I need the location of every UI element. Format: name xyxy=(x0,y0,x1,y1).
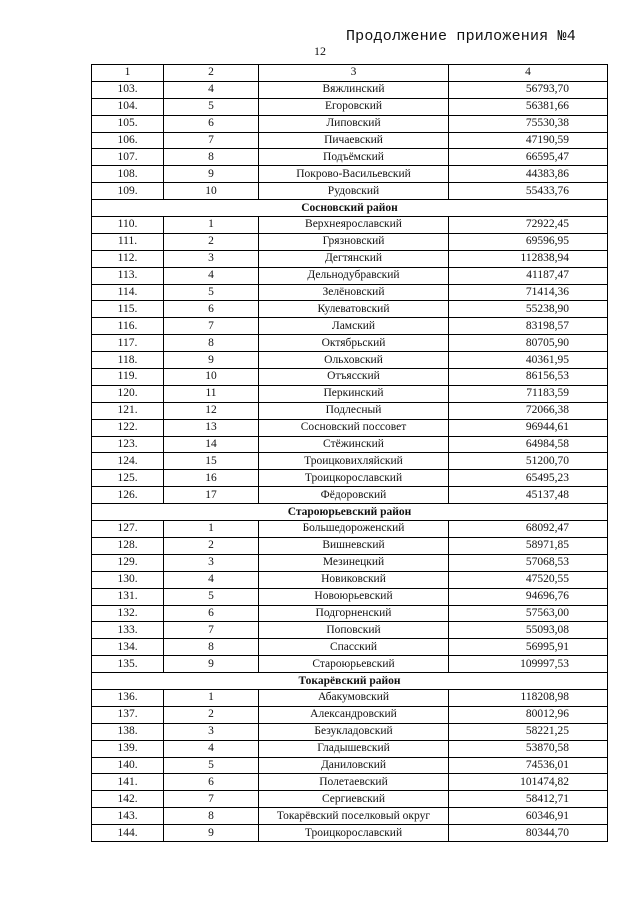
table-row xyxy=(92,554,608,571)
table-row xyxy=(92,217,608,234)
settlement-name: Стёжинский xyxy=(259,436,449,453)
district-section-row xyxy=(92,200,608,217)
amount-value: 72066,38 xyxy=(449,402,608,419)
settlement-name: Мезинецкий xyxy=(259,554,449,571)
amount-value: 66595,47 xyxy=(449,149,608,166)
amount-value: 94696,76 xyxy=(449,588,608,605)
row-number: 109. xyxy=(92,183,164,200)
row-index: 3 xyxy=(164,250,259,267)
row-index: 6 xyxy=(164,774,259,791)
row-index: 4 xyxy=(164,571,259,588)
row-number: 143. xyxy=(92,808,164,825)
settlement-name: Троицковихляйский xyxy=(259,453,449,470)
column-header-1: 1 xyxy=(92,65,164,82)
row-number: 132. xyxy=(92,605,164,622)
row-index: 8 xyxy=(164,808,259,825)
row-index: 11 xyxy=(164,385,259,402)
row-index: 2 xyxy=(164,706,259,723)
amount-value: 58221,25 xyxy=(449,723,608,740)
amount-value: 68092,47 xyxy=(449,521,608,538)
row-index: 8 xyxy=(164,335,259,352)
table-row xyxy=(92,791,608,808)
settlement-name: Даниловский xyxy=(259,757,449,774)
settlement-name: Троицкорославский xyxy=(259,470,449,487)
amount-value: 101474,82 xyxy=(449,774,608,791)
row-number: 126. xyxy=(92,487,164,504)
table-row xyxy=(92,808,608,825)
row-number: 113. xyxy=(92,267,164,284)
row-number: 129. xyxy=(92,554,164,571)
row-number: 137. xyxy=(92,706,164,723)
row-number: 140. xyxy=(92,757,164,774)
settlement-name: Вишневский xyxy=(259,537,449,554)
table-row xyxy=(92,723,608,740)
table-row xyxy=(92,470,608,487)
row-number: 111. xyxy=(92,233,164,250)
table-row xyxy=(92,453,608,470)
amount-value: 47190,59 xyxy=(449,132,608,149)
amount-value: 64984,58 xyxy=(449,436,608,453)
table-row xyxy=(92,537,608,554)
row-number: 116. xyxy=(92,318,164,335)
row-number: 139. xyxy=(92,740,164,757)
settlement-name: Отъясский xyxy=(259,369,449,386)
row-index: 5 xyxy=(164,588,259,605)
row-number: 141. xyxy=(92,774,164,791)
row-index: 4 xyxy=(164,740,259,757)
table-row xyxy=(92,622,608,639)
table-row xyxy=(92,267,608,284)
row-number: 135. xyxy=(92,656,164,673)
settlement-name: Дельнодубравский xyxy=(259,267,449,284)
amount-value: 57563,00 xyxy=(449,605,608,622)
district-section-row xyxy=(92,504,608,521)
table-row xyxy=(92,706,608,723)
amount-value: 56381,66 xyxy=(449,98,608,115)
amount-value: 118208,98 xyxy=(449,689,608,706)
amount-value: 55238,90 xyxy=(449,301,608,318)
row-index: 16 xyxy=(164,470,259,487)
settlement-name: Зелёновский xyxy=(259,284,449,301)
table-row xyxy=(92,250,608,267)
row-index: 9 xyxy=(164,825,259,842)
row-number: 115. xyxy=(92,301,164,318)
row-number: 119. xyxy=(92,369,164,386)
settlement-name: Сосновский поссовет xyxy=(259,419,449,436)
table-row xyxy=(92,81,608,98)
amount-value: 40361,95 xyxy=(449,352,608,369)
table-row xyxy=(92,98,608,115)
table-row xyxy=(92,166,608,183)
settlement-name: Перкинский xyxy=(259,385,449,402)
row-index: 7 xyxy=(164,622,259,639)
row-index: 10 xyxy=(164,183,259,200)
row-number: 127. xyxy=(92,521,164,538)
row-number: 108. xyxy=(92,166,164,183)
table-row xyxy=(92,335,608,352)
table-row xyxy=(92,385,608,402)
amount-value: 109997,53 xyxy=(449,656,608,673)
settlement-name: Абакумовский xyxy=(259,689,449,706)
row-index: 9 xyxy=(164,656,259,673)
settlement-name: Троицкорославский xyxy=(259,825,449,842)
row-index: 7 xyxy=(164,132,259,149)
settlement-name: Подлесный xyxy=(259,402,449,419)
settlement-name: Верхнеярославский xyxy=(259,217,449,234)
settlement-name: Подъёмский xyxy=(259,149,449,166)
settlement-name: Кулеватовский xyxy=(259,301,449,318)
row-number: 106. xyxy=(92,132,164,149)
row-number: 134. xyxy=(92,639,164,656)
row-number: 120. xyxy=(92,385,164,402)
row-index: 9 xyxy=(164,166,259,183)
amount-value: 71414,36 xyxy=(449,284,608,301)
settlement-name: Токарёвский поселковый округ xyxy=(259,808,449,825)
row-number: 123. xyxy=(92,436,164,453)
table-row xyxy=(92,419,608,436)
table-row xyxy=(92,588,608,605)
district-name: Староюрьевский район xyxy=(92,504,608,521)
settlement-name: Вяжлинский xyxy=(259,81,449,98)
row-index: 5 xyxy=(164,757,259,774)
table-row xyxy=(92,825,608,842)
row-index: 7 xyxy=(164,318,259,335)
column-header-4: 4 xyxy=(449,65,608,82)
table-row xyxy=(92,301,608,318)
table-row xyxy=(92,774,608,791)
settlement-name: Безукладовский xyxy=(259,723,449,740)
column-header-3: 3 xyxy=(259,65,449,82)
settlement-name: Ольховский xyxy=(259,352,449,369)
amount-value: 80344,70 xyxy=(449,825,608,842)
row-number: 142. xyxy=(92,791,164,808)
settlement-name: Поповский xyxy=(259,622,449,639)
row-index: 2 xyxy=(164,537,259,554)
amount-value: 55093,08 xyxy=(449,622,608,639)
table-row xyxy=(92,656,608,673)
row-index: 9 xyxy=(164,352,259,369)
amount-value: 57068,53 xyxy=(449,554,608,571)
row-index: 10 xyxy=(164,369,259,386)
column-number-row xyxy=(92,65,608,82)
amount-value: 56995,91 xyxy=(449,639,608,656)
amount-value: 53870,58 xyxy=(449,740,608,757)
row-number: 107. xyxy=(92,149,164,166)
settlement-name: Сергиевский xyxy=(259,791,449,808)
amount-value: 45137,48 xyxy=(449,487,608,504)
row-index: 8 xyxy=(164,639,259,656)
amount-value: 75530,38 xyxy=(449,115,608,132)
amount-value: 71183,59 xyxy=(449,385,608,402)
amount-value: 58971,85 xyxy=(449,537,608,554)
settlement-name: Полетаевский xyxy=(259,774,449,791)
amount-value: 69596,95 xyxy=(449,233,608,250)
row-index: 14 xyxy=(164,436,259,453)
amount-value: 47520,55 xyxy=(449,571,608,588)
settlement-name: Гладышевский xyxy=(259,740,449,757)
row-number: 144. xyxy=(92,825,164,842)
row-index: 17 xyxy=(164,487,259,504)
settlement-name: Покрово-Васильевский xyxy=(259,166,449,183)
district-name: Сосновский район xyxy=(92,200,608,217)
row-index: 7 xyxy=(164,791,259,808)
settlement-name: Староюрьевский xyxy=(259,656,449,673)
page-number: 12 xyxy=(314,44,326,58)
amount-value: 41187,47 xyxy=(449,267,608,284)
row-index: 15 xyxy=(164,453,259,470)
row-index: 2 xyxy=(164,233,259,250)
settlement-name: Спасский xyxy=(259,639,449,656)
amount-value: 74536,01 xyxy=(449,757,608,774)
amount-value: 65495,23 xyxy=(449,470,608,487)
row-number: 105. xyxy=(92,115,164,132)
table-row xyxy=(92,639,608,656)
settlement-name: Егоровский xyxy=(259,98,449,115)
settlement-name: Ламский xyxy=(259,318,449,335)
row-index: 1 xyxy=(164,689,259,706)
district-section-row xyxy=(92,673,608,690)
table-row xyxy=(92,284,608,301)
row-index: 1 xyxy=(164,521,259,538)
row-number: 117. xyxy=(92,335,164,352)
table-row xyxy=(92,132,608,149)
amount-value: 55433,76 xyxy=(449,183,608,200)
settlement-name: Новиковский xyxy=(259,571,449,588)
row-number: 124. xyxy=(92,453,164,470)
row-number: 118. xyxy=(92,352,164,369)
appendix-table xyxy=(91,64,608,842)
settlement-name: Липовский xyxy=(259,115,449,132)
row-index: 8 xyxy=(164,149,259,166)
row-number: 136. xyxy=(92,689,164,706)
settlement-name: Фёдоровский xyxy=(259,487,449,504)
table-row xyxy=(92,605,608,622)
row-number: 130. xyxy=(92,571,164,588)
table-row xyxy=(92,757,608,774)
row-index: 6 xyxy=(164,301,259,318)
row-index: 1 xyxy=(164,217,259,234)
settlement-name: Рудовский xyxy=(259,183,449,200)
table-row xyxy=(92,571,608,588)
row-number: 125. xyxy=(92,470,164,487)
row-index: 4 xyxy=(164,81,259,98)
row-number: 103. xyxy=(92,81,164,98)
row-index: 3 xyxy=(164,723,259,740)
row-index: 5 xyxy=(164,98,259,115)
amount-value: 58412,71 xyxy=(449,791,608,808)
amount-value: 51200,70 xyxy=(449,453,608,470)
row-number: 133. xyxy=(92,622,164,639)
row-number: 138. xyxy=(92,723,164,740)
row-number: 112. xyxy=(92,250,164,267)
amount-value: 96944,61 xyxy=(449,419,608,436)
table-row xyxy=(92,689,608,706)
row-number: 114. xyxy=(92,284,164,301)
row-number: 110. xyxy=(92,217,164,234)
appendix-continuation-title: Продолжение приложения №4 xyxy=(345,28,576,45)
table-body xyxy=(92,81,608,841)
row-number: 121. xyxy=(92,402,164,419)
settlement-name: Грязновский xyxy=(259,233,449,250)
table-row xyxy=(92,233,608,250)
settlement-name: Подгорненский xyxy=(259,605,449,622)
row-index: 6 xyxy=(164,115,259,132)
row-index: 12 xyxy=(164,402,259,419)
settlement-name: Новоюрьевский xyxy=(259,588,449,605)
table-row xyxy=(92,402,608,419)
table-row xyxy=(92,352,608,369)
table-row xyxy=(92,115,608,132)
row-number: 122. xyxy=(92,419,164,436)
row-number: 131. xyxy=(92,588,164,605)
amount-value: 60346,91 xyxy=(449,808,608,825)
table-row xyxy=(92,521,608,538)
row-index: 6 xyxy=(164,605,259,622)
table-row xyxy=(92,369,608,386)
settlement-name: Дегтянский xyxy=(259,250,449,267)
table-row xyxy=(92,318,608,335)
settlement-name: Пичаевский xyxy=(259,132,449,149)
settlement-name: Александровский xyxy=(259,706,449,723)
amount-value: 72922,45 xyxy=(449,217,608,234)
table-row xyxy=(92,183,608,200)
table-row xyxy=(92,436,608,453)
row-index: 5 xyxy=(164,284,259,301)
table-row xyxy=(92,740,608,757)
amount-value: 83198,57 xyxy=(449,318,608,335)
row-index: 13 xyxy=(164,419,259,436)
amount-value: 80012,96 xyxy=(449,706,608,723)
row-number: 128. xyxy=(92,537,164,554)
amount-value: 56793,70 xyxy=(449,81,608,98)
amount-value: 112838,94 xyxy=(449,250,608,267)
amount-value: 80705,90 xyxy=(449,335,608,352)
table-row xyxy=(92,487,608,504)
settlement-name: Большедороженский xyxy=(259,521,449,538)
district-name: Токарёвский район xyxy=(92,673,608,690)
settlement-name: Октябрьский xyxy=(259,335,449,352)
row-index: 3 xyxy=(164,554,259,571)
row-number: 104. xyxy=(92,98,164,115)
table-row xyxy=(92,149,608,166)
row-index: 4 xyxy=(164,267,259,284)
amount-value: 44383,86 xyxy=(449,166,608,183)
column-header-2: 2 xyxy=(164,65,259,82)
amount-value: 86156,53 xyxy=(449,369,608,386)
